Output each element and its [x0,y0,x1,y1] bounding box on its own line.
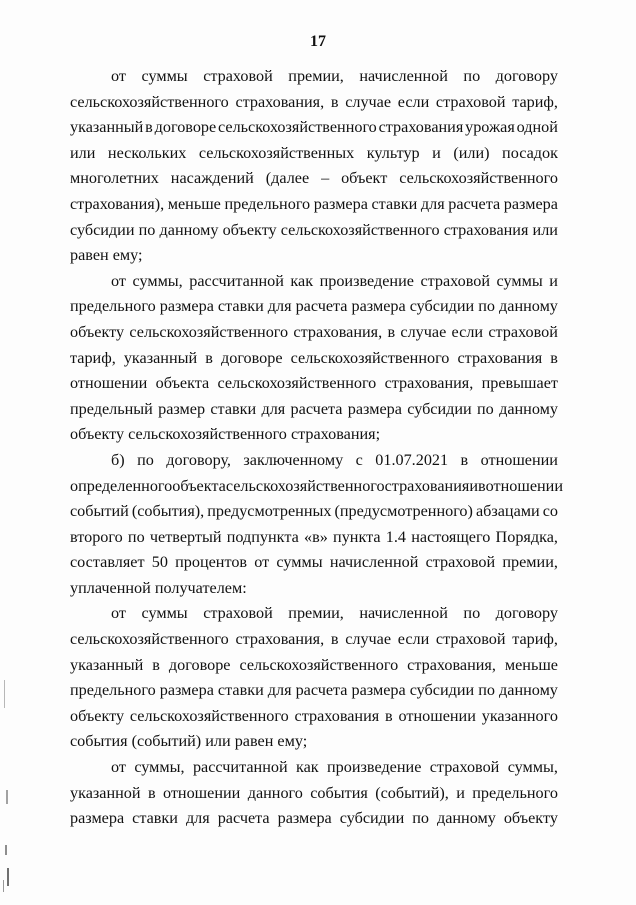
word: данного [247,783,303,802]
scan-artifact [6,790,8,804]
word: размера [347,399,402,418]
word: сельскохозяйственного [129,706,289,725]
word: договору [495,604,558,623]
text-line [70,678,558,704]
word: указанного [481,706,558,725]
word: многолетних [70,169,159,188]
word: суммы [141,604,188,623]
word: отношении [480,450,558,469]
word: по [477,399,494,418]
word: если [397,630,430,649]
word: страхования [378,118,464,137]
word: для [185,809,210,828]
paragraph [70,601,558,755]
word: (предусмотренного) [334,502,473,521]
word: договоре [168,655,231,674]
word: страховой [488,322,558,341]
text-line [70,448,558,474]
word: в [205,348,213,367]
word: заключенному [243,450,344,469]
word: в [145,118,153,137]
word: в [152,655,160,674]
word: 50 [151,553,168,572]
text-line [70,294,558,320]
text-line: объекту сельскохозяйственного страхования; [70,425,381,444]
word: размера [277,809,332,828]
word: предельный [70,399,153,418]
word: объекта [155,374,210,393]
word: сельскохозяйственного [239,655,399,674]
text-line [70,192,558,218]
word: по [412,809,429,828]
word: превышает [481,374,558,393]
text-line [70,806,558,832]
word: от [111,604,126,623]
word: если [397,92,430,111]
word: в [147,783,156,802]
word: в [330,630,339,649]
word: по [478,297,495,316]
word: сельскохозяйственного [399,169,558,188]
word: для [267,681,292,700]
word: ставки [210,399,257,418]
word: второго [70,527,123,546]
word: премии, [288,67,344,85]
word: страховой [425,553,496,572]
scan-artifact [4,680,5,708]
word: «в» [304,527,328,546]
word: (событий), [375,783,449,802]
word: предельного [70,297,156,316]
word: субсидии [409,681,475,700]
word: по [463,604,481,623]
word: (события), [131,502,205,521]
word: начисленной [359,67,448,85]
text-line [70,166,558,192]
word: указанный [123,348,198,367]
word: размера [159,297,214,316]
paragraph [70,448,564,602]
word: для [261,399,286,418]
word: предусмотренных [207,502,332,521]
word: страховой [203,67,273,85]
word: начисленной [359,604,448,623]
word: б) [111,450,125,469]
word: нескольких [107,143,187,162]
word: страхования, [384,374,474,393]
word: договору, [166,450,231,469]
word: данному [436,809,496,828]
word: процентов [175,553,248,572]
word: одной [516,118,558,137]
word: страхования), [70,194,165,213]
word: рассчитанной [192,758,288,777]
word: размера [351,681,406,700]
word: в [385,706,393,725]
word: размера [503,194,558,213]
word: страховой [435,92,506,111]
word: субсидии [407,399,472,418]
scan-artifact [7,868,9,886]
word: события [310,783,368,802]
word: посадок [502,143,558,162]
word: страхования [443,220,529,239]
text-line [70,397,558,423]
text-line [70,269,558,295]
word: объект [341,169,388,188]
word: сельскохозяйственного [129,322,289,341]
word: 01.07.2021 [375,450,449,469]
word: произведение [319,271,414,290]
text-line [70,474,564,500]
word: указанный [70,118,144,137]
paragraph [70,269,558,448]
word: страхования [457,348,543,367]
word: расчета [448,194,501,213]
word: случае [345,92,392,111]
word: в [478,476,486,495]
word: указанной [70,783,141,802]
word: с [355,450,363,469]
word: от [254,553,270,572]
word: ставки [371,194,418,213]
paragraph [70,64,558,269]
word: расчета [295,681,348,700]
word: указанный [70,655,144,674]
word: абзацами [475,502,540,521]
word: и [549,271,558,290]
text-line [70,90,558,116]
scan-artifact [5,845,7,855]
word: по [127,527,145,546]
scan-artifact [3,880,4,892]
word: в [550,348,558,367]
word: в [330,92,339,111]
word: страхования [294,706,380,725]
text-line [70,755,558,781]
word: размера [159,681,214,700]
word: составляет [70,553,145,572]
word: меньше [504,655,558,674]
word: размера [351,297,406,316]
word: по [478,681,495,700]
text-line: равен ему; [70,246,143,265]
word: в [387,322,396,341]
word: отношении [398,706,476,725]
word: предельного [70,681,156,700]
word: тариф, [70,348,116,367]
word: страхования, [293,322,383,341]
text-line [70,218,558,244]
paragraph [70,755,558,832]
word: сельскохозяйственного [70,92,229,111]
word: и [432,143,441,162]
word: договоре [220,348,283,367]
word: субсидии [70,220,135,239]
word: премии, [288,604,344,623]
word: страховой [203,604,273,623]
word: случае [345,630,392,649]
word: суммы, [134,758,185,777]
word: объекта [172,476,226,495]
word: со [542,502,558,521]
word: данному [499,399,558,418]
text-line [70,499,558,525]
word: отношении [485,476,564,495]
text-line [70,781,558,807]
word: расчета [290,399,343,418]
word: договору [495,67,558,85]
word: настоящего [411,527,491,546]
word: сельскохозяйственных [198,143,355,162]
word: и [456,783,465,802]
word: страховой [420,271,491,290]
word: объекту [222,220,277,239]
word: начисленной [329,553,419,572]
word: расчета [295,297,348,316]
word: как [290,271,314,290]
text-line [70,320,558,346]
page-number: 17 [310,33,326,50]
word: отношении [162,783,241,802]
text-line [70,64,558,90]
word: от [111,67,126,85]
word: отношении [70,374,148,393]
word: размер [158,399,206,418]
word: расчета [217,809,270,828]
word: сельскохозяйственного [290,348,450,367]
word: меньше [167,194,221,213]
word: сельскохозяйственного [70,630,229,649]
word: страховой [435,630,506,649]
word: данному [499,681,558,700]
word: сельскохозяйственного [218,118,377,137]
word: подпункта [226,527,299,546]
text-line [70,627,558,653]
text-line: уплаченной получателем: [70,578,247,597]
word: (далее [265,169,310,188]
word: субсидии [409,297,475,316]
word: объекту [70,706,125,725]
text-line [70,371,558,397]
word: сельскохозяйственного [217,374,377,393]
word: определенного [70,476,173,495]
text-line [70,653,558,679]
word: от [111,271,126,290]
word: в [460,450,469,469]
text-line [70,704,558,730]
document-body [70,64,564,832]
word: страхования [384,476,470,495]
word: и [469,476,478,495]
word: 1.4 [385,527,407,546]
text-line [70,525,558,551]
word: событий [70,502,129,521]
word: Порядка, [495,527,558,546]
word: рассчитанной [189,271,284,290]
word: договоре [154,118,217,137]
word: насаждений [170,169,254,188]
word: размера [70,809,125,828]
text-line [70,115,558,141]
word: урожая [465,118,515,137]
word: по [463,67,481,85]
word: данному [159,220,219,239]
word: по [138,220,156,239]
text-line [70,550,558,576]
word: данному [499,297,558,316]
word: (или) [453,143,490,162]
word: тариф, [512,92,558,111]
word: сельскохозяйственного [225,476,385,495]
word: если [451,322,484,341]
word: суммы, [132,271,183,290]
word: страховой [429,758,500,777]
word: – [321,169,330,188]
word: субсидии [339,809,405,828]
word: суммы, [507,758,558,777]
word: суммы [141,67,188,85]
word: страхования, [235,630,325,649]
word: случае [400,322,447,341]
word: размера [313,194,368,213]
word: ставки [217,681,264,700]
word: сельскохозяйственного [280,220,440,239]
word: для [420,194,445,213]
word: предельного [224,194,311,213]
word: или [70,143,96,162]
word: культур [366,143,420,162]
word: ставки [132,809,178,828]
word: объекту [70,322,125,341]
word: страхования, [235,92,325,111]
text-line [70,346,558,372]
word: пункта [333,527,381,546]
word: для [267,297,292,316]
word: как [295,758,319,777]
word: суммы [276,553,323,572]
word: суммы [496,271,543,290]
word: страхования, [407,655,496,674]
text-line [70,141,558,167]
word: от [111,758,126,777]
word: произведение [327,758,422,777]
word: объекту [503,809,558,828]
word: премии, [502,553,558,572]
word: четвертый [149,527,222,546]
word: или [532,220,558,239]
word: предельного [472,783,558,802]
text-line [70,601,558,627]
word: тариф, [512,630,558,649]
word: по [137,450,154,469]
text-line: события (событий) или равен ему; [70,732,308,751]
word: ставки [217,297,264,316]
